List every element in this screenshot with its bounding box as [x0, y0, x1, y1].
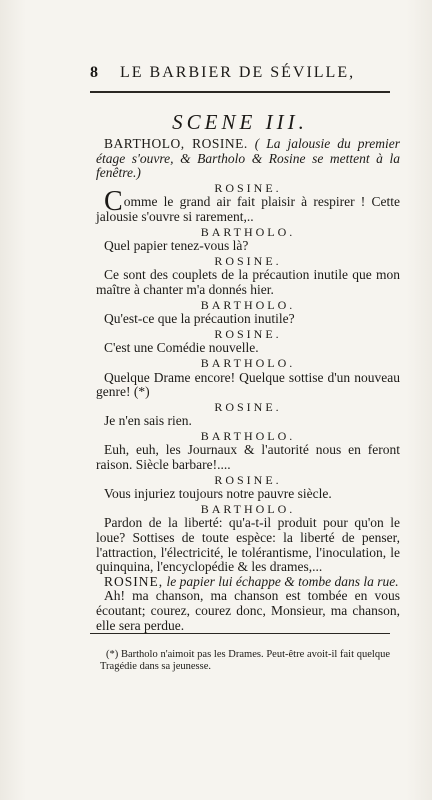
- speech-line: C'est une Comédie nouvelle.: [104, 340, 259, 356]
- speaker-label: BARTHOLO.: [200, 428, 296, 443]
- dialogue-body: [96, 137, 400, 633]
- scene-title: SCENE III.: [172, 110, 308, 134]
- footnote: (*) Bartholo n'aimoit pas les Drames. Peut-être avoit-il fait quelque Tragédie dans sa jeunesse.: [100, 648, 390, 672]
- speech-text: omme le grand air fait plaisir à respirer ! Cette jalousie s'ouvre si rarement,..: [96, 194, 400, 224]
- stage-speaker: ROSINE,: [104, 573, 164, 589]
- speaker-label: BARTHOLO.: [200, 224, 296, 239]
- speaker-label: ROSINE.: [214, 399, 282, 414]
- header-rule: [90, 91, 390, 93]
- speaker-label: BARTHOLO.: [200, 297, 296, 312]
- characters-names: BARTHOLO, ROSINE.: [104, 136, 248, 151]
- speech-line: Vous injuriez toujours notre pauvre siècle.: [104, 486, 332, 502]
- speaker-label: ROSINE.: [214, 326, 282, 341]
- running-title: LE BARBIER DE SÉVILLE,: [120, 64, 356, 81]
- speaker-label: ROSINE.: [214, 253, 282, 268]
- speaker-label: BARTHOLO.: [200, 501, 296, 516]
- speech-line: Euh, euh, les Journaux & l'autorité nous en feront raison. Siècle barbare!....: [96, 442, 400, 473]
- stage-direction: le papier lui échappe & tombe dans la rue.: [166, 573, 399, 589]
- running-header: [90, 64, 390, 86]
- drop-cap: C: [104, 186, 123, 218]
- speech-line: Ah! ma chanson, ma chanson est tombée en vous écoutant; courez, courez donc, Monsieur, ma chanson, elle sera perdue.: [96, 588, 400, 633]
- speech-line: Pardon de la liberté: qu'a-t-il produit pour qu'on le loue? Sottises de toute espèce: la liberté de penser, l'attraction, l'électricité, le tolérantisme, l'inoculation, le quinquina, l'encyclopédie & les drames,...: [96, 515, 400, 575]
- footnote-rule: [90, 633, 390, 634]
- speaker-label: ROSINE.: [214, 180, 282, 195]
- speaker-label: ROSINE.: [214, 472, 282, 487]
- page-number: 8: [90, 64, 100, 81]
- speech-line: Je n'en sais rien.: [104, 413, 192, 429]
- scene-characters: [96, 137, 400, 181]
- speech-line: Quel papier tenez-vous là?: [104, 238, 249, 254]
- speaker-label: BARTHOLO.: [200, 355, 296, 370]
- speech-line: Ce sont des couplets de la précaution inutile que mon maître à chanter m'a donnés hier.: [96, 267, 400, 297]
- speech-line: Qu'est-ce que la précaution inutile?: [104, 311, 295, 327]
- stage-direction-line: [96, 575, 400, 590]
- speech-line: Quelque Drame encore! Quelque sottise d'un nouveau genre! (*): [96, 369, 400, 400]
- characters-stage-direction: ( La jalousie du premier étage s'ouvre, & Bartholo & Rosine se mettent à la fenêtre.): [96, 136, 400, 181]
